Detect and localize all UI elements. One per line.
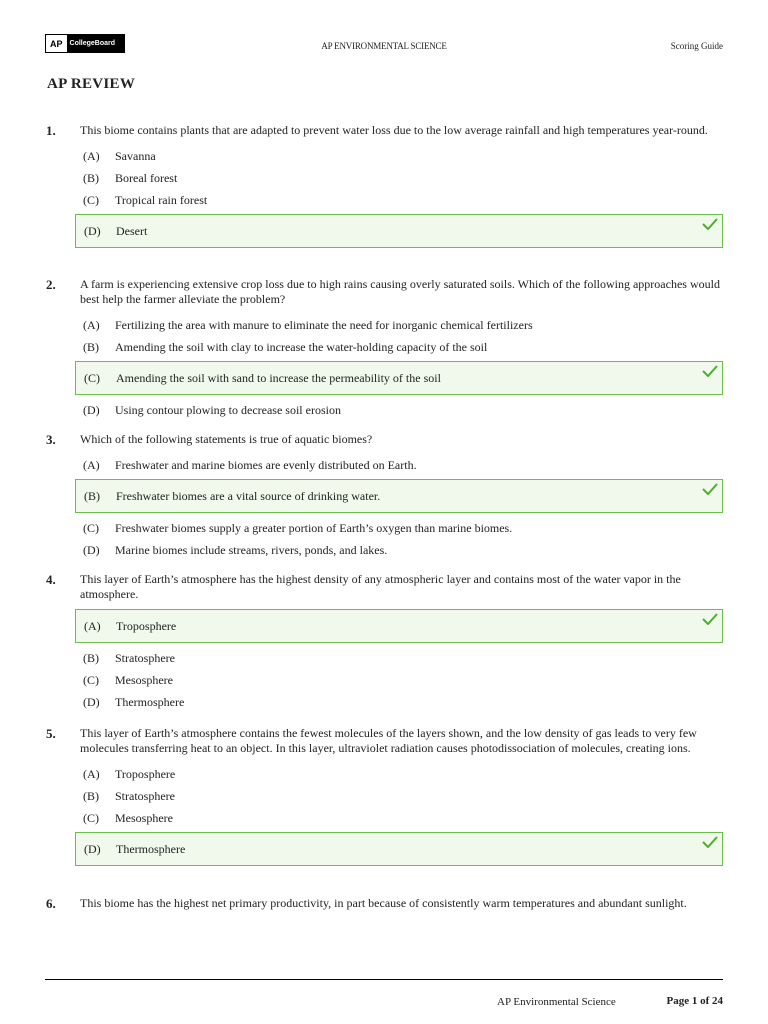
option-c-correct[interactable] [75, 361, 723, 395]
question-number: 6. [46, 896, 56, 911]
option-text: Fertilizing the area with manure to eliminate the need for inorganic chemical fertilizers [115, 317, 533, 332]
checkmark-icon [702, 836, 718, 848]
option-text: Mesosphere [115, 810, 173, 825]
header-course: AP ENVIRONMENTAL SCIENCE [321, 41, 447, 51]
option-text: Thermosphere [116, 841, 186, 856]
option-label: (B) [83, 650, 99, 665]
option-b[interactable] [45, 647, 723, 669]
option-label: (A) [84, 618, 101, 633]
option-label: (C) [83, 520, 99, 535]
option-text: Freshwater biomes supply a greater portion of Earth’s oxygen than marine biomes. [115, 520, 513, 535]
option-label: (B) [83, 170, 99, 185]
question-number: 1. [46, 123, 56, 138]
option-c[interactable] [45, 669, 723, 691]
option-label: (C) [83, 192, 99, 207]
option-label: (B) [84, 488, 100, 503]
footer-divider [45, 979, 723, 980]
option-label: (A) [83, 766, 100, 781]
question-text: This layer of Earth’s atmosphere has the highest density of any atmospheric layer and contains most of the water vapor in the atmosphere. [80, 572, 681, 601]
option-c[interactable] [45, 517, 723, 539]
option-label: (A) [83, 457, 100, 472]
option-label: (C) [84, 370, 100, 385]
question-3 [45, 432, 723, 561]
option-a[interactable] [45, 454, 723, 476]
option-d-correct[interactable] [75, 214, 723, 248]
checkmark-icon [702, 613, 718, 625]
question-number: 4. [46, 572, 56, 587]
footer-page-number: Page 1 of 24 [666, 995, 723, 1007]
option-d[interactable] [45, 399, 723, 421]
option-label: (C) [83, 672, 99, 687]
option-text: Tropical rain forest [115, 192, 208, 207]
options-list [45, 314, 723, 421]
option-label: (A) [83, 148, 100, 163]
question-number: 3. [46, 432, 56, 447]
option-b[interactable] [45, 167, 723, 189]
question-4 [45, 572, 723, 713]
option-text: Thermosphere [115, 694, 185, 709]
option-a[interactable] [45, 314, 723, 336]
option-text: Amending the soil with sand to increase the permeability of the soil [116, 370, 441, 385]
option-text: Desert [116, 223, 148, 238]
header-scoring-guide: Scoring Guide [670, 41, 723, 51]
question-text: This layer of Earth’s atmosphere contains the fewest molecules of the layers shown, and the low density of gas leads to very few molecules transferring heat to an object. In this layer, ultraviolet radiation causes photodissociation of molecules, creating ions. [80, 726, 697, 755]
question-1 [45, 123, 723, 252]
option-text: Mesosphere [115, 672, 173, 687]
option-text: Savanna [115, 148, 156, 163]
option-b[interactable] [45, 336, 723, 358]
option-c[interactable] [45, 189, 723, 211]
option-text: Troposphere [116, 618, 177, 633]
option-b-correct[interactable] [75, 479, 723, 513]
page-header [45, 32, 723, 56]
option-a[interactable] [45, 145, 723, 167]
logo-cb-text: CollegeBoard [67, 35, 124, 52]
option-a[interactable] [45, 763, 723, 785]
checkmark-icon [702, 483, 718, 495]
option-label: (A) [83, 317, 100, 332]
question-6 [45, 896, 723, 911]
option-text: Freshwater biomes are a vital source of drinking water. [116, 488, 381, 503]
option-text: Freshwater and marine biomes are evenly distributed on Earth. [115, 457, 417, 472]
options-list [45, 609, 723, 713]
question-number: 5. [46, 726, 56, 741]
question-text: A farm is experiencing extensive crop loss due to high rains causing overly saturated soils. Which of the following approaches would best help the farmer alleviate the problem? [80, 277, 720, 306]
option-text: Using contour plowing to decrease soil erosion [115, 402, 341, 417]
option-label: (D) [84, 841, 101, 856]
option-a-correct[interactable] [75, 609, 723, 643]
question-5 [45, 726, 723, 870]
option-label: (D) [83, 694, 100, 709]
option-text: Boreal forest [115, 170, 178, 185]
section-title: AP REVIEW [47, 76, 136, 92]
checkmark-icon [702, 218, 718, 230]
logo-ap-text: AP [46, 35, 67, 52]
option-label: (C) [83, 810, 99, 825]
option-text: Amending the soil with clay to increase the water-holding capacity of the soil [115, 339, 488, 354]
options-list [45, 145, 723, 248]
question-text: This biome has the highest net primary productivity, in part because of consistently warm temperatures and abundant sunlight. [80, 896, 687, 910]
option-d-correct[interactable] [75, 832, 723, 866]
option-label: (D) [83, 542, 100, 557]
option-text: Stratosphere [115, 650, 175, 665]
option-text: Troposphere [115, 766, 176, 781]
question-text: This biome contains plants that are adapted to prevent water loss due to the low average rainfall and high temperatures year-round. [80, 123, 708, 137]
option-d[interactable] [45, 691, 723, 713]
option-label: (B) [83, 339, 99, 354]
option-text: Marine biomes include streams, rivers, ponds, and lakes. [115, 542, 388, 557]
checkmark-icon [702, 365, 718, 377]
question-number: 2. [46, 277, 56, 292]
question-2 [45, 277, 723, 421]
option-c[interactable] [45, 807, 723, 829]
options-list [45, 763, 723, 866]
option-label: (B) [83, 788, 99, 803]
option-label: (D) [83, 402, 100, 417]
option-label: (D) [84, 223, 101, 238]
option-text: Stratosphere [115, 788, 175, 803]
footer-course: AP Environmental Science [497, 996, 616, 1008]
option-b[interactable] [45, 785, 723, 807]
option-d[interactable] [45, 539, 723, 561]
question-text: Which of the following statements is true of aquatic biomes? [80, 432, 373, 446]
options-list [45, 454, 723, 561]
